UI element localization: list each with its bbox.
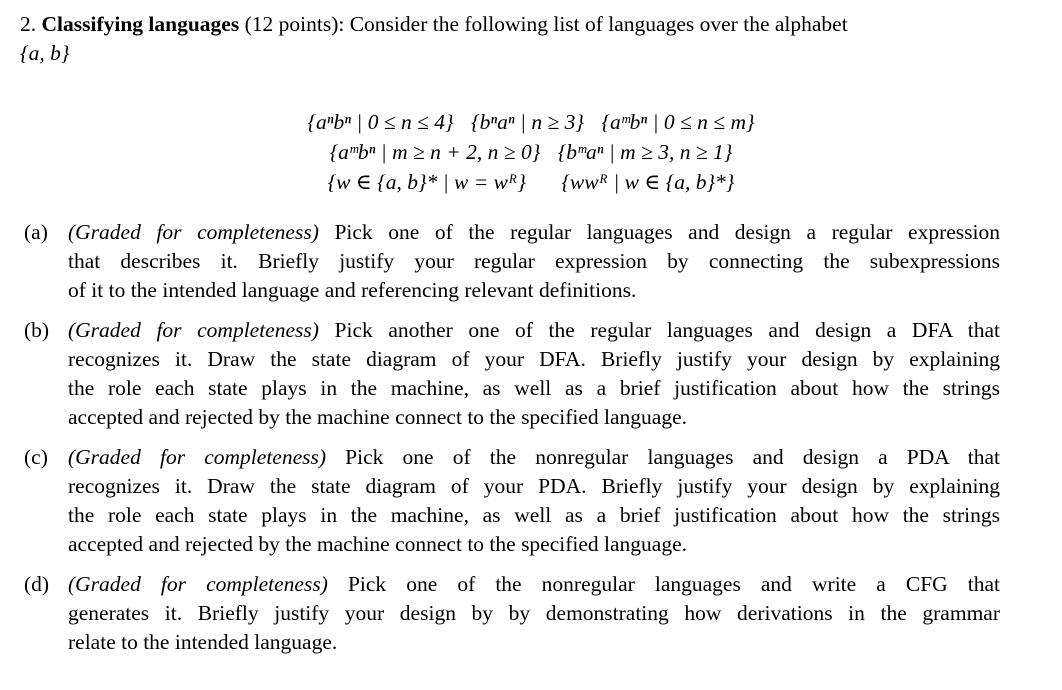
problem-intro: (12 points): Consider the following list of languages over the alphabet xyxy=(239,12,848,36)
problem-title: Classifying languages xyxy=(41,12,240,36)
graded-note: (Graded for completeness) xyxy=(68,572,328,596)
language-item: {aᵐbⁿ | m ≥ n + 2, n ≥ 0} xyxy=(329,140,541,164)
language-item: {aᵐbⁿ | 0 ≤ n ≤ m} xyxy=(601,110,755,134)
part-line xyxy=(68,218,1000,247)
part-line: the role each state plays in the machine, as well as a brief justification about how the strings xyxy=(68,503,1000,527)
part-b xyxy=(20,316,1000,432)
part-line xyxy=(68,316,1000,345)
language-row-3 xyxy=(0,167,1062,197)
part-line: accepted and rejected by the machine connect to the specified language. xyxy=(68,405,688,429)
part-line: recognizes it. Draw the state diagram of your PDA. Briefly justify your design by explaining xyxy=(68,474,1000,498)
part-label: (a) xyxy=(24,220,48,244)
language-row-2 xyxy=(0,137,1062,167)
part-a xyxy=(20,218,1000,305)
part-text: Pick one of the nonregular languages and design a PDA that xyxy=(326,445,1000,469)
language-item: {wwᴿ | w ∈ {a, b}*} xyxy=(561,170,735,194)
language-item: {w ∈ {a, b}* | w = wᴿ} xyxy=(327,170,526,194)
graded-note: (Graded for completeness) xyxy=(68,220,319,244)
part-line: of it to the intended language and referencing relevant definitions. xyxy=(68,278,637,302)
parts-list xyxy=(20,218,1000,668)
part-label: (d) xyxy=(24,572,50,596)
part-d xyxy=(20,570,1000,657)
part-label: (b) xyxy=(24,318,50,342)
part-text: Pick one of the regular languages and design a regular expression xyxy=(318,220,1000,244)
part-line: the role each state plays in the machine, as well as a brief justification about how the strings xyxy=(68,376,1000,400)
language-row-1 xyxy=(0,107,1062,137)
language-item: {aⁿbⁿ | 0 ≤ n ≤ 4} xyxy=(307,110,454,134)
part-line: recognizes it. Draw the state diagram of your DFA. Briefly justify your design by explaining xyxy=(68,347,1000,371)
problem-number: 2. xyxy=(20,12,37,36)
language-item: {bᵐaⁿ | m ≥ 3, n ≥ 1} xyxy=(557,140,733,164)
part-line: relate to the intended language. xyxy=(68,630,338,654)
graded-note: (Graded for completeness) xyxy=(68,445,327,469)
part-label: (c) xyxy=(24,445,48,469)
part-line: that describes it. Briefly justify your regular expression by connecting the subexpressions xyxy=(68,249,1000,273)
part-line: accepted and rejected by the machine connect to the specified language. xyxy=(68,532,688,556)
language-list xyxy=(0,107,1062,197)
part-c xyxy=(20,443,1000,559)
part-line xyxy=(68,570,1000,599)
part-text: Pick another one of the regular languages and design a DFA that xyxy=(318,318,1000,342)
problem-heading xyxy=(20,10,1020,39)
part-line: generates it. Briefly justify your design by by demonstrating how derivations in the grammar xyxy=(68,601,1000,625)
part-line xyxy=(68,443,1000,472)
part-text: Pick one of the nonregular languages and write a CFG that xyxy=(327,572,1000,596)
graded-note: (Graded for completeness) xyxy=(68,318,319,342)
alphabet: {a, b} xyxy=(20,41,70,65)
language-item: {bⁿaⁿ | n ≥ 3} xyxy=(471,110,584,134)
